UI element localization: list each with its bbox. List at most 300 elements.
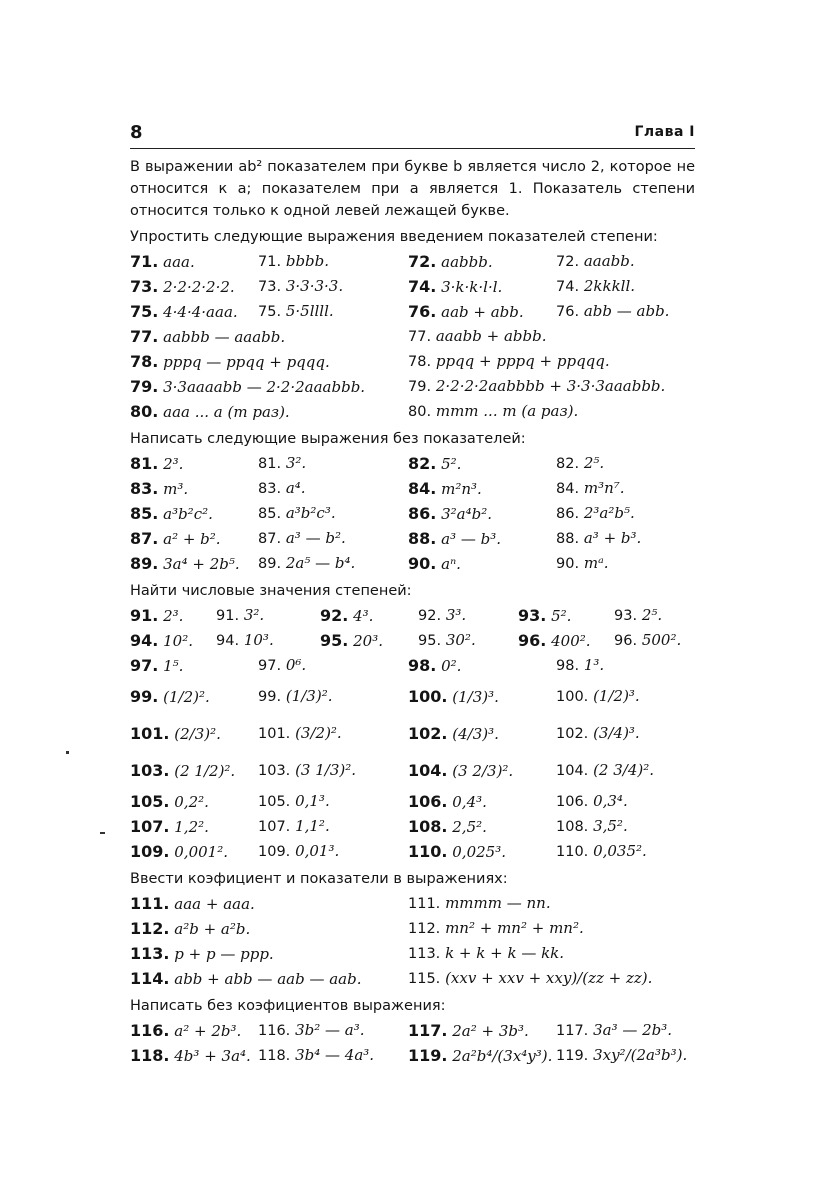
exercise-item xyxy=(130,476,188,502)
exercise-number: 104. xyxy=(556,763,589,779)
exercise-item xyxy=(258,526,346,552)
exercise-item xyxy=(408,249,493,275)
exercise-item xyxy=(518,603,571,629)
exercise-expression: aabbb — aaabb. xyxy=(163,328,286,346)
exercise-number: 75. xyxy=(258,304,282,320)
exercise-item xyxy=(130,891,255,917)
exercise-number: 73. xyxy=(130,277,159,296)
exercise-number: 74. xyxy=(408,277,437,296)
exercise-number: 109. xyxy=(258,844,291,860)
exercise-number: 99. xyxy=(258,689,282,705)
exercise-expression: 0,035². xyxy=(593,842,647,860)
exercise-item xyxy=(130,274,235,300)
exercise-expression: m²n³. xyxy=(441,480,482,498)
section-instruction: Упростить следующие выражения введением показателей степени: xyxy=(130,229,658,245)
exercise-item xyxy=(408,1018,529,1044)
exercise-item xyxy=(556,789,628,815)
exercise-item xyxy=(556,451,604,477)
exercise-item xyxy=(130,839,228,865)
exercise-number: 72. xyxy=(556,254,580,270)
exercise-item xyxy=(258,1043,374,1069)
exercise-expression: 3·3·3·3. xyxy=(285,277,344,295)
exercise-expression: (1/2)². xyxy=(163,688,210,706)
exercise-expression: (3/2)². xyxy=(295,724,342,742)
exercise-expression: aabbb. xyxy=(441,253,493,271)
exercise-item xyxy=(408,966,652,992)
exercise-item xyxy=(408,941,564,967)
exercise-item xyxy=(216,603,264,629)
exercise-expression: 2·2·2·2·2. xyxy=(163,278,235,296)
exercise-expression: a³b²c². xyxy=(163,505,213,523)
exercise-item xyxy=(130,603,183,629)
exercise-item xyxy=(130,349,330,375)
exercise-number: 90. xyxy=(408,554,437,573)
exercise-expression: 2⁵. xyxy=(583,454,605,472)
exercise-expression: 3·k·k·l·l. xyxy=(441,278,503,296)
exercise-expression: k + k + k — kk. xyxy=(445,944,565,962)
exercise-item xyxy=(408,476,482,502)
exercise-expression: aaa ... a (m раз). xyxy=(163,403,290,421)
exercise-item xyxy=(130,526,221,552)
exercise-expression: aaa. xyxy=(163,253,195,271)
exercise-number: 91. xyxy=(216,608,240,624)
exercise-number: 107. xyxy=(258,819,291,835)
exercise-expression: (xxv + xxv + xxy)/(zz + zz). xyxy=(445,969,653,987)
exercise-expression: 4b³ + 3a⁴. xyxy=(174,1047,251,1065)
exercise-number: 96. xyxy=(614,633,638,649)
exercise-expression: 3a³ — 2b³. xyxy=(593,1021,673,1039)
exercise-number: 101. xyxy=(130,724,170,743)
exercise-expression: 0,01³. xyxy=(295,842,340,860)
exercise-expression: 5². xyxy=(441,455,462,473)
exercise-number: 83. xyxy=(258,481,282,497)
exercise-number: 82. xyxy=(408,454,437,473)
exercise-row xyxy=(130,966,695,991)
exercise-number: 77. xyxy=(408,329,432,345)
exercise-item xyxy=(130,653,183,679)
exercise-number: 112. xyxy=(408,921,441,937)
exercise-item xyxy=(408,1043,552,1069)
exercise-number: 74. xyxy=(556,279,580,295)
exercise-item xyxy=(408,678,499,716)
exercise-expression: (2 1/2)². xyxy=(174,762,236,780)
exercise-expression: 20³. xyxy=(353,632,383,650)
exercise-row xyxy=(130,399,695,424)
exercise-number: 116. xyxy=(258,1023,291,1039)
exercise-item xyxy=(556,501,635,527)
exercise-number: 105. xyxy=(258,794,291,810)
exercise-expression: 2kkkll. xyxy=(583,277,636,295)
exercise-item xyxy=(258,501,336,527)
exercise-item xyxy=(556,715,640,753)
exercise-number: 100. xyxy=(408,687,448,706)
exercise-item xyxy=(556,274,635,300)
exercise-number: 76. xyxy=(556,304,580,320)
exercise-item xyxy=(258,299,334,325)
exercise-item xyxy=(130,451,183,477)
exercise-item xyxy=(408,916,584,942)
exercise-number: 76. xyxy=(408,302,437,321)
exercise-item xyxy=(130,966,361,992)
exercise-item xyxy=(408,789,487,815)
exercise-number: 93. xyxy=(518,606,547,625)
exercise-item xyxy=(258,814,330,840)
exercise-item xyxy=(556,249,635,275)
exercise-expression: 4³. xyxy=(353,607,374,625)
exercise-number: 97. xyxy=(130,656,159,675)
exercise-expression: 2³. xyxy=(163,607,184,625)
exercise-number: 83. xyxy=(130,479,159,498)
book-page xyxy=(130,118,695,1068)
exercise-item xyxy=(418,603,466,629)
exercise-item xyxy=(408,752,513,790)
exercise-number: 85. xyxy=(130,504,159,523)
exercise-number: 82. xyxy=(556,456,580,472)
exercise-number: 92. xyxy=(320,606,349,625)
exercise-expression: a³ — b². xyxy=(285,529,346,547)
exercise-number: 80. xyxy=(408,404,432,420)
exercise-number: 98. xyxy=(408,656,437,675)
exercise-row xyxy=(130,628,695,653)
exercise-item xyxy=(408,324,547,350)
exercise-expression: 500². xyxy=(641,631,682,649)
exercise-number: 81. xyxy=(258,456,282,472)
exercise-expression: 2a²b⁴/(3x⁴y³). xyxy=(452,1047,553,1065)
exercise-item xyxy=(130,374,365,400)
exercise-row xyxy=(130,501,695,526)
exercise-number: 88. xyxy=(556,531,580,547)
exercise-expression: 1³. xyxy=(583,656,605,674)
exercise-expression: a²b + a²b. xyxy=(174,920,251,938)
exercise-number: 117. xyxy=(408,1021,448,1040)
exercise-row xyxy=(130,752,695,789)
section-instruction: Написать без коэфициентов выражения: xyxy=(130,998,446,1014)
exercise-expression: (2 3/4)². xyxy=(593,761,655,779)
exercise-expression: 1,1². xyxy=(295,817,330,835)
exercise-row xyxy=(130,374,695,399)
exercise-expression: a³ — b³. xyxy=(441,530,502,548)
exercise-item xyxy=(258,551,355,577)
exercise-expression: 2·2·2·2aabbbb + 3·3·3aaabbb. xyxy=(435,377,666,395)
exercise-item xyxy=(258,653,306,679)
exercise-number: 95. xyxy=(418,633,442,649)
exercise-expression: a³ + b³. xyxy=(583,529,642,547)
exercise-number: 103. xyxy=(258,763,291,779)
exercise-number: 94. xyxy=(130,631,159,650)
exercise-row xyxy=(130,814,695,839)
exercise-item xyxy=(130,1018,241,1044)
exercise-item xyxy=(130,249,195,275)
exercise-item xyxy=(408,501,492,527)
exercise-item xyxy=(130,1043,251,1069)
exercise-expression: ppqq + pppq + ppqqq. xyxy=(435,352,610,370)
exercise-item xyxy=(258,752,356,790)
exercise-sections xyxy=(130,225,695,1068)
exercise-item xyxy=(130,628,193,654)
exercise-expression: 0,4³. xyxy=(452,793,487,811)
exercise-expression: 0². xyxy=(441,657,462,675)
exercise-expression: 3·3aaaabb — 2·2·2aaabbb. xyxy=(163,378,366,396)
exercise-item xyxy=(258,789,330,815)
exercise-item xyxy=(556,839,647,865)
exercise-expression: 3a⁴ + 2b⁵. xyxy=(163,555,240,573)
exercise-number: 105. xyxy=(130,792,170,811)
exercise-item xyxy=(408,891,551,917)
exercise-expression: 30². xyxy=(445,631,476,649)
exercise-number: 84. xyxy=(556,481,580,497)
exercise-expression: mᵃ. xyxy=(583,554,609,572)
running-header xyxy=(130,118,695,144)
exercise-item xyxy=(408,715,499,753)
exercise-number: 88. xyxy=(408,529,437,548)
exercise-row xyxy=(130,941,695,966)
exercise-expression: mn² + mn² + mn². xyxy=(445,919,584,937)
exercise-expression: 0,001². xyxy=(174,843,228,861)
exercise-item xyxy=(556,678,640,716)
exercise-expression: aaabb + abbb. xyxy=(435,327,547,345)
exercise-number: 110. xyxy=(556,844,589,860)
intro-paragraph: В выражении ab² показателем при букве b является число 2, которое не относится к a; показателем при a является 1. Показатель степени относится только к одной левей лежащей букве. xyxy=(130,159,695,219)
header-rule xyxy=(130,148,695,149)
exercise-expression: (4/3)³. xyxy=(452,725,499,743)
exercise-expression: 0,025³. xyxy=(452,843,506,861)
exercise-expression: 2⁵. xyxy=(641,606,663,624)
exercise-number: 110. xyxy=(408,842,448,861)
exercise-number: 102. xyxy=(556,726,589,742)
exercise-number: 111. xyxy=(408,896,441,912)
exercise-number: 106. xyxy=(408,792,448,811)
exercise-row xyxy=(130,653,695,678)
exercise-number: 119. xyxy=(408,1046,448,1065)
exercise-expression: 0,2². xyxy=(174,793,209,811)
exercise-row xyxy=(130,891,695,916)
exercise-row xyxy=(130,839,695,864)
exercise-item xyxy=(258,451,306,477)
exercise-number: 107. xyxy=(130,817,170,836)
exercise-item xyxy=(258,1018,365,1044)
exercise-item xyxy=(408,299,524,325)
exercise-number: 92. xyxy=(418,608,442,624)
exercise-number: 73. xyxy=(258,279,282,295)
exercise-expression: 10². xyxy=(163,632,193,650)
exercise-row xyxy=(130,715,695,752)
exercise-item xyxy=(556,551,608,577)
exercise-expression: 10³. xyxy=(243,631,274,649)
exercise-number: 71. xyxy=(258,254,282,270)
exercise-number: 98. xyxy=(556,658,580,674)
exercise-item xyxy=(556,653,604,679)
exercise-row xyxy=(130,476,695,501)
exercise-expression: 0,1³. xyxy=(295,792,330,810)
exercise-number: 89. xyxy=(130,554,159,573)
exercise-number: 97. xyxy=(258,658,282,674)
exercise-expression: 3b² — a³. xyxy=(295,1021,365,1039)
exercise-expression: 5·5llll. xyxy=(285,302,334,320)
exercise-expression: 2³a²b⁵. xyxy=(583,504,635,522)
exercise-item xyxy=(614,628,681,654)
section-instruction: Написать следующие выражения без показателей: xyxy=(130,431,526,447)
exercise-number: 86. xyxy=(556,506,580,522)
exercise-number: 99. xyxy=(130,687,159,706)
exercise-item xyxy=(556,526,641,552)
exercise-number: 90. xyxy=(556,556,580,572)
exercise-number: 85. xyxy=(258,506,282,522)
exercise-item xyxy=(258,249,329,275)
exercise-item xyxy=(408,451,461,477)
exercise-number: 102. xyxy=(408,724,448,743)
exercise-item xyxy=(130,789,209,815)
exercise-expression: pppq — ppqq + pqqq. xyxy=(163,353,330,371)
exercise-expression: mmmm — nn. xyxy=(445,894,551,912)
exercise-row xyxy=(130,324,695,349)
exercise-number: 75. xyxy=(130,302,159,321)
exercise-number: 78. xyxy=(408,354,432,370)
exercise-row xyxy=(130,349,695,374)
exercise-item xyxy=(130,324,285,350)
exercise-expression: m³n⁷. xyxy=(583,479,625,497)
exercise-item xyxy=(130,551,240,577)
exercise-expression: a² + 2b³. xyxy=(174,1022,242,1040)
exercise-number: 118. xyxy=(258,1048,291,1064)
exercise-number: 94. xyxy=(216,633,240,649)
exercise-expression: (1/3)². xyxy=(285,687,333,705)
exercise-item xyxy=(518,628,591,654)
exercise-number: 119. xyxy=(556,1048,589,1064)
exercise-item xyxy=(556,299,669,325)
exercise-number: 116. xyxy=(130,1021,170,1040)
exercise-number: 84. xyxy=(408,479,437,498)
exercise-number: 87. xyxy=(130,529,159,548)
exercise-item xyxy=(408,526,501,552)
exercise-expression: 2³. xyxy=(163,455,184,473)
exercise-item xyxy=(408,839,506,865)
exercise-item xyxy=(614,603,662,629)
exercise-expression: 3³. xyxy=(445,606,467,624)
exercise-expression: (1/3)³. xyxy=(452,688,499,706)
exercise-item xyxy=(130,916,250,942)
exercise-item xyxy=(130,678,210,716)
exercise-expression: 3². xyxy=(243,606,265,624)
page-number: 8 xyxy=(130,122,143,143)
exercise-number: 80. xyxy=(130,402,159,421)
exercise-expression: p + p — ppp. xyxy=(174,945,274,963)
exercise-item xyxy=(130,399,290,425)
exercise-number: 91. xyxy=(130,606,159,625)
exercise-number: 87. xyxy=(258,531,282,547)
exercise-expression: aab + abb. xyxy=(441,303,524,321)
exercise-expression: 400². xyxy=(551,632,591,650)
exercise-row xyxy=(130,451,695,476)
exercise-number: 81. xyxy=(130,454,159,473)
exercise-item xyxy=(216,628,274,654)
exercise-row xyxy=(130,916,695,941)
exercise-item xyxy=(130,814,209,840)
exercise-expression: 1⁵. xyxy=(163,657,184,675)
exercise-expression: 3²a⁴b². xyxy=(441,505,493,523)
exercise-item xyxy=(408,274,502,300)
exercise-number: 115. xyxy=(408,971,441,987)
exercise-expression: 2a⁵ — b⁴. xyxy=(285,554,356,572)
exercise-row xyxy=(130,299,695,324)
exercise-number: 109. xyxy=(130,842,170,861)
exercise-item xyxy=(556,1043,687,1069)
exercise-expression: aaabb. xyxy=(583,252,635,270)
exercise-number: 79. xyxy=(130,377,159,396)
exercise-number: 118. xyxy=(130,1046,170,1065)
exercise-number: 72. xyxy=(408,252,437,271)
exercise-number: 96. xyxy=(518,631,547,650)
exercise-row xyxy=(130,551,695,576)
exercise-expression: abb — abb. xyxy=(583,302,670,320)
exercise-expression: 2,5². xyxy=(452,818,487,836)
exercise-expression: a³b²c³. xyxy=(285,504,336,522)
exercise-item xyxy=(408,374,665,400)
exercise-expression: bbbb. xyxy=(285,252,330,270)
exercise-number: 71. xyxy=(130,252,159,271)
exercise-expression: abb + abb — aab — aab. xyxy=(174,970,362,988)
exercise-expression: 5². xyxy=(551,607,572,625)
chapter-title: Глава I xyxy=(634,124,695,140)
exercise-number: 114. xyxy=(130,969,170,988)
exercise-expression: aaa + aaa. xyxy=(174,895,255,913)
exercise-item xyxy=(258,678,332,716)
exercise-item xyxy=(408,653,461,679)
exercise-row xyxy=(130,526,695,551)
exercise-expression: 1,2². xyxy=(174,818,209,836)
exercise-number: 95. xyxy=(320,631,349,650)
exercise-item xyxy=(258,839,339,865)
exercise-expression: 4·4·4·aaa. xyxy=(163,303,238,321)
exercise-item xyxy=(408,551,461,577)
section-instruction: Ввести коэфициент и показатели в выражениях: xyxy=(130,871,508,887)
exercise-expression: a² + b². xyxy=(163,530,221,548)
exercise-number: 113. xyxy=(408,946,441,962)
exercise-expression: 3,5². xyxy=(593,817,628,835)
exercise-number: 103. xyxy=(130,761,170,780)
exercise-item xyxy=(130,299,238,325)
exercise-item xyxy=(556,814,628,840)
exercise-expression: 0,3⁴. xyxy=(593,792,628,810)
exercise-number: 86. xyxy=(408,504,437,523)
exercise-number: 93. xyxy=(614,608,638,624)
exercise-number: 100. xyxy=(556,689,589,705)
exercise-item xyxy=(408,349,610,375)
exercise-number: 112. xyxy=(130,919,170,938)
exercise-item xyxy=(556,752,654,790)
exercise-item xyxy=(408,399,578,425)
exercise-expression: (1/2)³. xyxy=(593,687,640,705)
exercise-row xyxy=(130,1043,695,1068)
exercise-expression: (2/3)². xyxy=(174,725,221,743)
exercise-number: 79. xyxy=(408,379,432,395)
exercise-expression: 2a² + 3b³. xyxy=(452,1022,529,1040)
exercise-row xyxy=(130,1018,695,1043)
exercise-number: 117. xyxy=(556,1023,589,1039)
exercise-item xyxy=(258,715,342,753)
exercise-item xyxy=(130,501,213,527)
exercise-expression: 3xy²/(2a³b³). xyxy=(593,1046,688,1064)
exercise-expression: a⁴. xyxy=(285,479,306,497)
margin-dot xyxy=(66,751,69,754)
exercise-item xyxy=(320,628,383,654)
exercise-expression: 3b⁴ — 4a³. xyxy=(295,1046,375,1064)
exercise-row xyxy=(130,678,695,715)
exercise-number: 113. xyxy=(130,944,170,963)
exercise-item xyxy=(130,752,235,790)
exercise-row xyxy=(130,274,695,299)
exercise-item xyxy=(130,715,221,753)
exercise-item xyxy=(258,274,343,300)
